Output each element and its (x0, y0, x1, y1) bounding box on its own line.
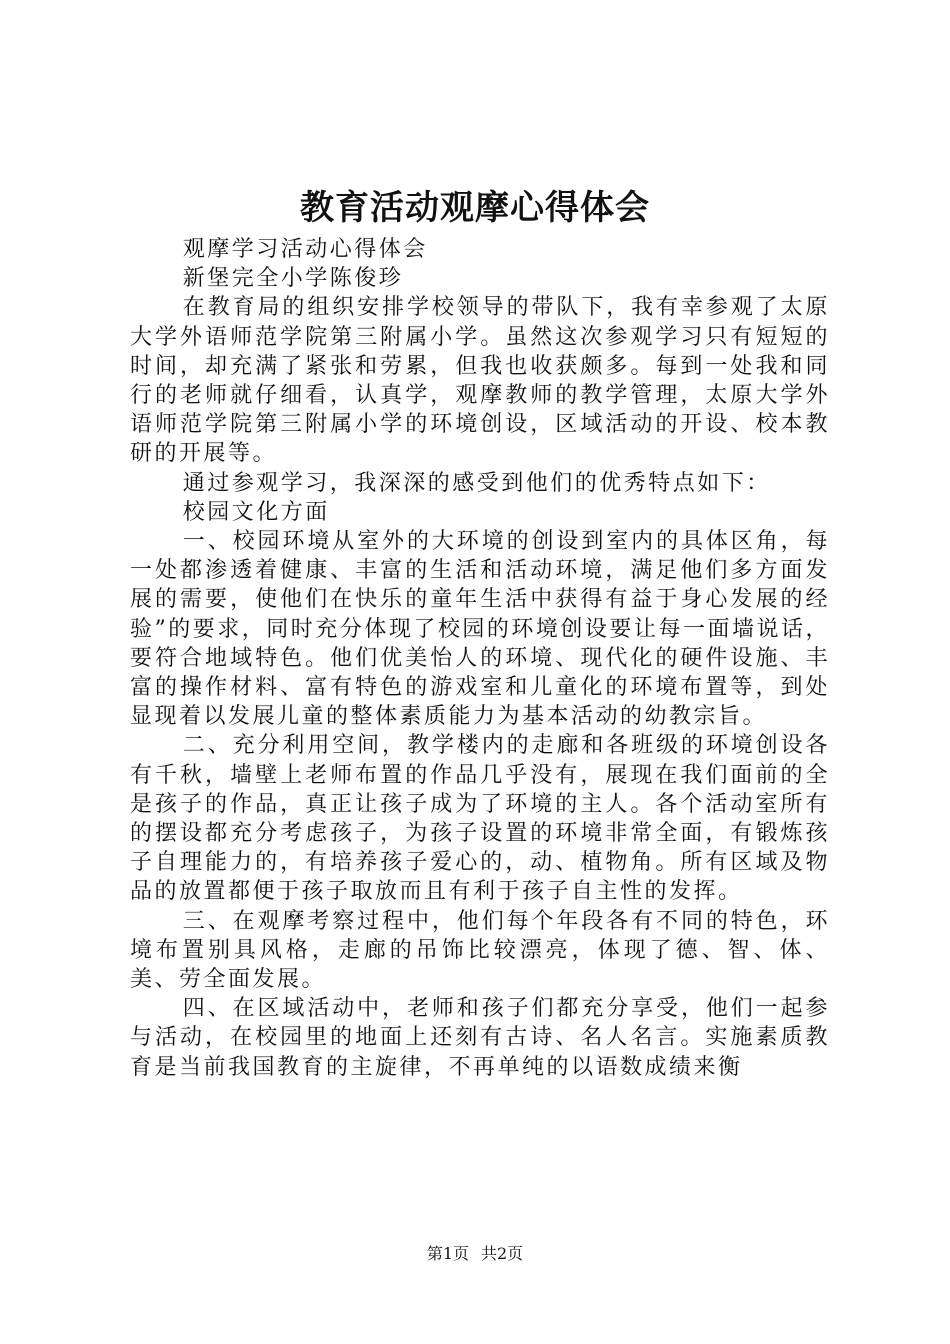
summary-paragraph: 通过参观学习，我深深的感受到他们的优秀特点如下： (182, 470, 771, 496)
point-four-paragraph: 四、在区域活动中，老师和孩子们都充分享受，他们一起参与活动，在校园里的地面上还刻有古诗、名人名言。实施素质教育是当前我国教育的主旋律，不再单纯的以语数成绩来衡 (130, 996, 830, 1080)
section-heading: 校园文化方面 (182, 499, 330, 525)
page-footer (0, 1242, 950, 1266)
document-body (130, 235, 830, 1082)
intro-paragraph: 在教育局的组织安排学校领导的带队下，我有幸参观了太原大学外语师范学院第三附属小学。虽然这次参观学习只有短短的时间，却充满了紧张和劳累，但我也收获颇多。每到一处我和同行的老师就仔细看，认真学，观摩教师的教学管理，太原大学外语师范学院第三附属小学的环境创设，区域活动的开设、校本教研的开展等。 (130, 295, 830, 467)
author-paragraph: 新堡完全小学陈俊珍 (182, 266, 404, 292)
point-one-paragraph: 一、校园环境从室外的大环境的创设到室内的具体区角，每一处都渗透着健康、丰富的生活和活动环境，满足他们多方面发展的需要，使他们在快乐的童年生活中获得有益于身心发展的经验”的要求，同时充分体现了校园的环境创设要让每一面墙说话，要符合地域特色。他们优美怡人的环境、现代化的硬件设施、丰富的操作材料、富有特色的游戏室和儿童化的环境布置等，到处显现着以发展儿童的整体素质能力为基本活动的幼教宗旨。 (130, 529, 830, 730)
document-title: 教育活动观摩心得体会 (300, 188, 650, 228)
page-total: 共2页 (481, 1244, 524, 1263)
page-number: 第1页 (426, 1244, 469, 1263)
point-two-paragraph: 二、充分利用空间，教学楼内的走廊和各班级的环境创设各有千秋，墙壁上老师布置的作品几乎没有，展现在我们面前的全是孩子的作品，真正让孩子成为了环境的主人。各个活动室所有的摆设都充分考虑孩子，为孩子设置的环境非常全面，有锻炼孩子自理能力的，有培养孩子爱心的，动、植物角。所有区域及物品的放置都便于孩子取放而且有利于孩子自主性的发挥。 (130, 733, 830, 905)
point-three-paragraph: 三、在观摩考察过程中，他们每个年段各有不同的特色，环境布置别具风格，走廊的吊饰比较漂亮，体现了德、智、体、美、劳全面发展。 (130, 908, 830, 993)
subtitle-paragraph: 观摩学习活动心得体会 (182, 237, 428, 262)
